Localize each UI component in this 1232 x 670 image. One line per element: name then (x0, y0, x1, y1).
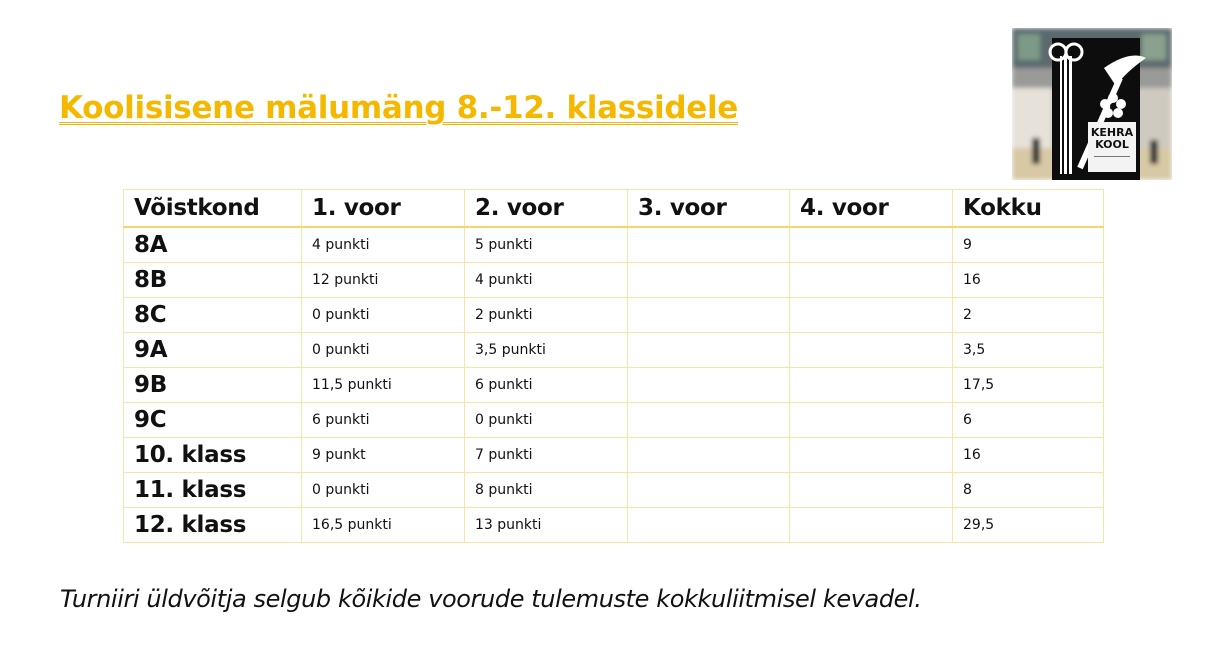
total-cell: 2 (953, 298, 1104, 333)
team-cell: 11. klass (124, 473, 302, 508)
total-cell: 17,5 (953, 368, 1104, 403)
total-cell: 16 (953, 438, 1104, 473)
round-4-cell (790, 263, 953, 298)
round-3-cell (628, 473, 790, 508)
round-4-cell (790, 227, 953, 263)
total-cell: 29,5 (953, 508, 1104, 543)
round-1-cell: 0 punkti (302, 298, 465, 333)
table-row (124, 368, 1104, 403)
header-round-1: 1. voor (302, 190, 465, 228)
table-row (124, 227, 1104, 263)
round-3-cell (628, 438, 790, 473)
header-round-4: 4. voor (790, 190, 953, 228)
total-cell: 8 (953, 473, 1104, 508)
round-1-cell: 12 punkti (302, 263, 465, 298)
round-2-cell: 4 punkti (465, 263, 628, 298)
table-row (124, 333, 1104, 368)
team-cell: 12. klass (124, 508, 302, 543)
team-cell: 8A (124, 227, 302, 263)
results-table (123, 189, 1104, 543)
team-cell: 9A (124, 333, 302, 368)
header-round-2: 2. voor (465, 190, 628, 228)
round-2-cell: 0 punkti (465, 403, 628, 438)
team-cell: 8C (124, 298, 302, 333)
round-2-cell: 13 punkti (465, 508, 628, 543)
round-1-cell: 9 punkt (302, 438, 465, 473)
round-4-cell (790, 438, 953, 473)
header-team: Võistkond (124, 190, 302, 228)
table-row (124, 508, 1104, 543)
logo-text-line2: KOOL (1095, 138, 1129, 151)
round-1-cell: 6 punkti (302, 403, 465, 438)
kehra-kool-logo (1012, 28, 1172, 180)
team-cell: 8B (124, 263, 302, 298)
round-3-cell (628, 298, 790, 333)
round-2-cell: 2 punkti (465, 298, 628, 333)
round-2-cell: 3,5 punkti (465, 333, 628, 368)
team-cell: 9C (124, 403, 302, 438)
round-1-cell: 11,5 punkti (302, 368, 465, 403)
round-3-cell (628, 508, 790, 543)
table-row (124, 403, 1104, 438)
round-1-cell: 0 punkti (302, 473, 465, 508)
total-cell: 3,5 (953, 333, 1104, 368)
round-2-cell: 6 punkti (465, 368, 628, 403)
round-3-cell (628, 333, 790, 368)
round-4-cell (790, 473, 953, 508)
table-row (124, 438, 1104, 473)
total-cell: 16 (953, 263, 1104, 298)
page-title: Koolisisene mälumäng 8.-12. klassidele (59, 90, 739, 126)
round-2-cell: 5 punkti (465, 227, 628, 263)
team-cell: 10. klass (124, 438, 302, 473)
round-1-cell: 16,5 punkti (302, 508, 465, 543)
total-cell: 6 (953, 403, 1104, 438)
round-3-cell (628, 227, 790, 263)
round-2-cell: 8 punkti (465, 473, 628, 508)
footer-note: Turniiri üldvõitja selgub kõikide voorude tulemuste kokkuliitmisel kevadel. (60, 585, 922, 613)
round-2-cell: 7 punkti (465, 438, 628, 473)
round-4-cell (790, 508, 953, 543)
header-round-3: 3. voor (628, 190, 790, 228)
round-4-cell (790, 298, 953, 333)
round-4-cell (790, 403, 953, 438)
table-header-row (124, 190, 1104, 228)
table-row (124, 473, 1104, 508)
total-cell: 9 (953, 227, 1104, 263)
round-4-cell (790, 333, 953, 368)
logo-text-line1: KEHRA (1090, 126, 1134, 139)
round-3-cell (628, 403, 790, 438)
round-3-cell (628, 368, 790, 403)
round-1-cell: 4 punkti (302, 227, 465, 263)
table-row (124, 263, 1104, 298)
header-total: Kokku (953, 190, 1104, 228)
round-1-cell: 0 punkti (302, 333, 465, 368)
team-cell: 9B (124, 368, 302, 403)
round-3-cell (628, 263, 790, 298)
round-4-cell (790, 368, 953, 403)
table-row (124, 298, 1104, 333)
